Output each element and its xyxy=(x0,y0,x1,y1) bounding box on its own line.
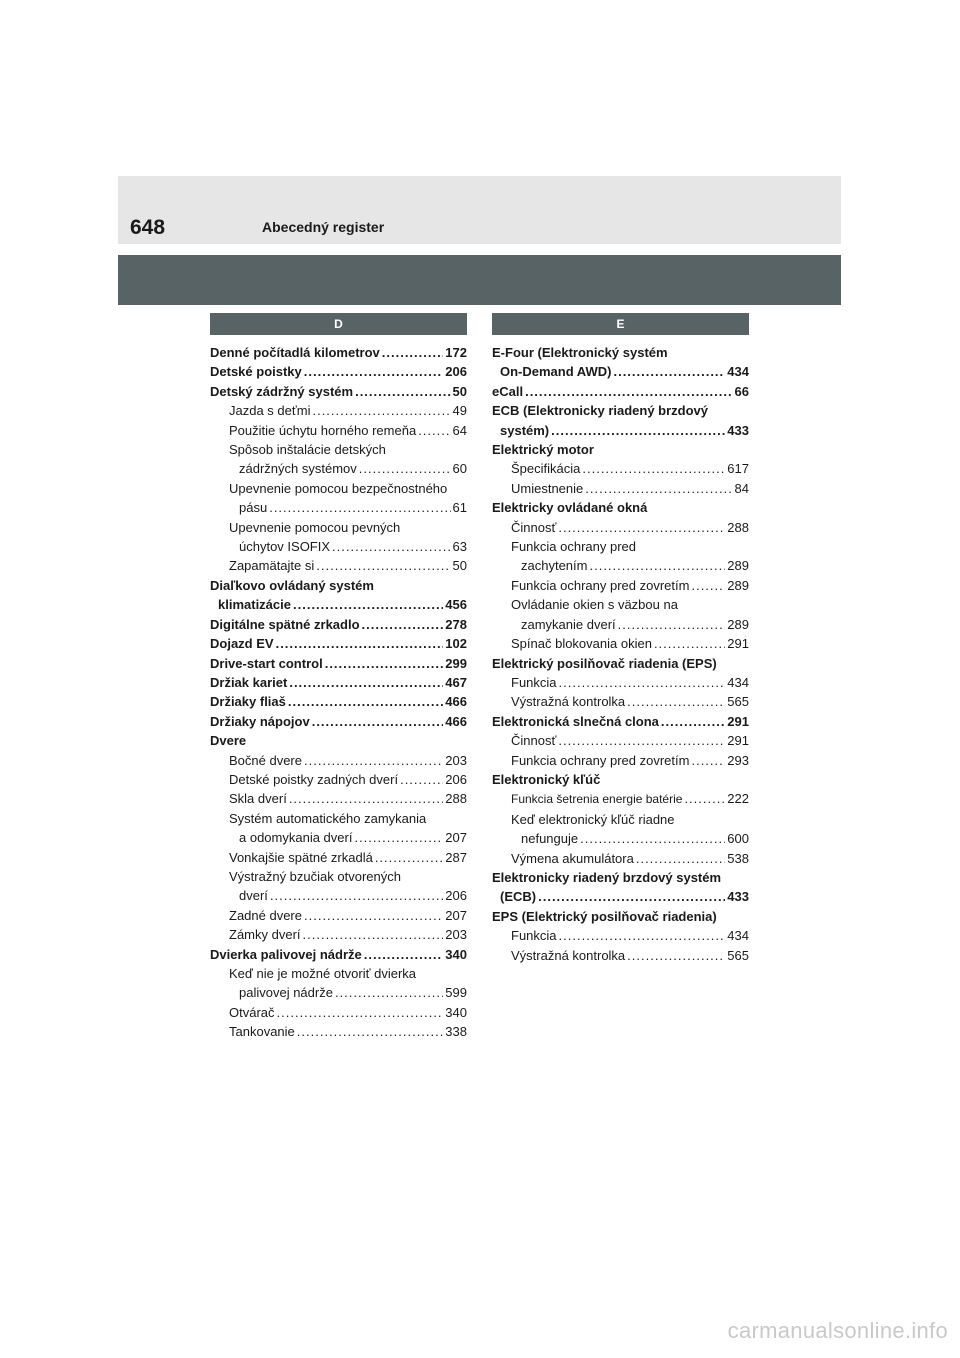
index-entry-page: 206 xyxy=(445,888,467,904)
index-entry-text: Spínač blokovania okien xyxy=(511,636,652,652)
index-entry xyxy=(492,692,749,711)
index-entry-text: dverí xyxy=(239,888,268,904)
index-entry xyxy=(492,537,749,556)
index-entry-text: Diaľkovo ovládaný systém xyxy=(210,577,374,593)
index-entry-text: klimatizácie xyxy=(218,597,291,613)
index-entry-text: Funkcia xyxy=(511,928,557,944)
dot-leader xyxy=(355,382,450,401)
index-entry xyxy=(210,576,467,595)
index-entry xyxy=(210,789,467,808)
index-entry-text: palivovej nádrže xyxy=(239,985,333,1001)
index-entry xyxy=(210,886,467,905)
index-entry xyxy=(492,810,749,829)
dot-leader xyxy=(362,615,444,634)
index-entry-page: 288 xyxy=(445,791,467,807)
index-entry xyxy=(210,343,467,362)
index-entry-text: Držiaky nápojov xyxy=(210,713,310,729)
index-entry-text: Vonkajšie spätné zrkadlá xyxy=(229,849,373,865)
index-entry-text: Funkcia ochrany pred xyxy=(511,539,637,555)
index-entry xyxy=(492,829,749,848)
index-entry-text: Upevnenie pomocou bezpečnostného xyxy=(229,480,448,496)
index-entry xyxy=(210,654,467,673)
index-entry-text: Keď nie je možné otvoriť dvierka xyxy=(229,966,417,981)
index-entry xyxy=(492,751,749,770)
index-entry xyxy=(210,615,467,634)
index-entry xyxy=(210,634,467,653)
dot-leader xyxy=(335,983,443,1002)
index-entry-page: 49 xyxy=(452,403,467,419)
dot-leader xyxy=(654,634,725,653)
index-entry-text: Upevnenie pomocou pevných xyxy=(229,519,401,535)
index-entry xyxy=(492,343,749,362)
dot-leader xyxy=(288,692,443,711)
index-entry-page: 172 xyxy=(445,345,467,360)
page-number: 648 xyxy=(130,216,166,239)
index-entry-page: 434 xyxy=(727,928,749,944)
index-entry xyxy=(210,673,467,692)
letter-heading-e: E xyxy=(492,313,749,335)
index-entry xyxy=(492,576,749,595)
index-entry-page: 207 xyxy=(445,830,467,846)
dot-leader xyxy=(418,421,450,440)
dot-leader xyxy=(400,770,443,789)
index-entry xyxy=(492,887,749,906)
index-entry xyxy=(210,692,467,711)
index-entry xyxy=(492,401,749,420)
index-entry-text: a odomykania dverí xyxy=(239,830,353,846)
index-entry-text: pásu xyxy=(239,500,268,516)
index-entry-page: 50 xyxy=(452,383,467,399)
dot-leader xyxy=(312,401,450,420)
index-entry-text: Skla dverí xyxy=(229,791,287,807)
index-entry-text: Držiaky fliaš xyxy=(210,694,286,710)
dot-leader xyxy=(304,751,443,770)
dot-leader xyxy=(627,946,725,965)
index-entry-page: 293 xyxy=(727,752,749,768)
index-entry xyxy=(210,925,467,944)
index-entry xyxy=(492,556,749,575)
index-entry-text: Dojazd EV xyxy=(210,636,274,652)
index-entry-page: 433 xyxy=(727,422,749,438)
index-entry-page: 287 xyxy=(445,849,467,865)
index-entry-page: 434 xyxy=(727,364,749,380)
index-entry xyxy=(492,615,749,634)
index-entry xyxy=(492,731,749,750)
dot-leader xyxy=(303,925,444,944)
dot-leader xyxy=(636,849,725,868)
index-entry xyxy=(210,867,467,886)
dot-leader xyxy=(691,576,725,595)
dot-leader xyxy=(585,479,732,498)
dot-leader xyxy=(661,712,725,731)
index-entry xyxy=(210,848,467,867)
index-entry-text: Elektrický posilňovač riadenia (EPS) xyxy=(492,655,717,671)
index-entry-text: Detský zádržný systém xyxy=(210,383,354,399)
index-entry xyxy=(210,751,467,770)
index-entry xyxy=(492,440,749,459)
index-entry-text: Držiak kariet xyxy=(210,674,288,690)
index-entry-text: Špecifikácia xyxy=(511,461,581,477)
index-entry-page: 340 xyxy=(445,1004,467,1020)
index-entry xyxy=(492,849,749,868)
index-entry-page: 289 xyxy=(727,577,749,593)
dot-leader xyxy=(551,421,725,440)
index-entry-text: Detské poistky xyxy=(210,364,302,380)
dot-leader xyxy=(293,595,443,614)
index-entry xyxy=(492,498,749,517)
watermark: carmanualsonline.info xyxy=(727,1318,948,1343)
index-entry-text: zachytením xyxy=(521,558,588,574)
dot-leader xyxy=(558,518,725,537)
index-entry xyxy=(492,479,749,498)
index-entry xyxy=(210,983,467,1002)
index-entry-page: 434 xyxy=(727,674,749,690)
index-entry xyxy=(210,731,467,750)
index-entry xyxy=(210,712,467,731)
dot-leader xyxy=(277,1003,444,1022)
index-entries-d xyxy=(210,343,467,1042)
dot-leader xyxy=(304,362,444,381)
dot-leader xyxy=(270,886,443,905)
index-entry xyxy=(210,459,467,478)
index-column-e xyxy=(492,313,749,965)
index-entry-text: úchytov ISOFIX xyxy=(239,539,331,555)
dot-leader xyxy=(375,848,443,867)
index-column-d xyxy=(210,313,467,1042)
index-entry-text: Jazda s deťmi xyxy=(229,403,311,419)
index-entry-page: 66 xyxy=(734,383,749,399)
index-entry-text: Elektronicky riadený brzdový systém xyxy=(492,869,722,885)
index-entry-text: Denné počítadlá kilometrov xyxy=(210,345,380,360)
index-entry-text: Bočné dvere xyxy=(229,752,302,768)
index-entry-page: 600 xyxy=(727,831,749,847)
dot-leader xyxy=(312,712,444,731)
index-entry-page: 288 xyxy=(727,519,749,535)
index-entry-page: 206 xyxy=(445,771,467,787)
index-entry-text: Zadné dvere xyxy=(229,907,302,923)
dot-leader xyxy=(332,537,450,556)
index-entry-text: Zapamätajte si xyxy=(229,558,315,574)
header-bar xyxy=(118,176,841,244)
index-entry-text: Použitie úchytu horného remeňa xyxy=(229,422,417,438)
index-entry xyxy=(492,654,749,673)
index-entry-page: 278 xyxy=(445,616,467,632)
index-entry-page: 64 xyxy=(452,422,467,438)
index-entry-text: zádržných systémov xyxy=(239,461,357,477)
index-entry xyxy=(492,421,749,440)
index-entry xyxy=(492,362,749,381)
index-entry-text: Výstražný bzučiak otvorených xyxy=(229,868,401,884)
dot-leader xyxy=(589,556,725,575)
letter-heading-d: D xyxy=(210,313,467,335)
index-entry-page: 617 xyxy=(727,461,749,477)
index-entry xyxy=(210,906,467,925)
index-entry-page: 433 xyxy=(727,889,749,905)
dot-leader xyxy=(559,673,726,692)
index-entry-text: E-Four (Elektronický systém xyxy=(492,345,668,360)
index-entry-text: Výstražná kontrolka xyxy=(511,694,626,710)
index-entry-text: Ovládanie okien s väzbou na xyxy=(511,597,678,613)
index-entry-page: 565 xyxy=(727,694,749,710)
dot-leader xyxy=(538,887,725,906)
index-entry-text: EPS (Elektrický posilňovač riadenia) xyxy=(492,908,717,924)
dot-leader xyxy=(559,926,726,945)
index-entry xyxy=(210,401,467,420)
index-entry-page: 299 xyxy=(445,655,467,671)
index-entry xyxy=(492,634,749,653)
index-entry-page: 599 xyxy=(445,985,467,1001)
index-entry xyxy=(210,479,467,498)
index-entry-page: 61 xyxy=(452,500,467,516)
index-entry xyxy=(492,595,749,614)
index-entry-page: 291 xyxy=(727,636,749,652)
index-entry-text: Drive-start control xyxy=(210,655,323,671)
index-entry xyxy=(492,907,749,926)
dot-leader xyxy=(297,1022,444,1041)
index-entry-page: 289 xyxy=(727,558,749,574)
section-band xyxy=(118,255,841,305)
index-entry-page: 538 xyxy=(727,850,749,866)
index-entry-page: 565 xyxy=(727,947,749,963)
index-entry-page: 222 xyxy=(727,791,749,807)
index-entry xyxy=(492,789,749,809)
dot-leader xyxy=(580,829,725,848)
index-entry-text: Činnosť xyxy=(511,733,557,749)
dot-leader xyxy=(364,945,444,964)
index-entry xyxy=(210,595,467,614)
index-entry xyxy=(210,382,467,401)
index-entry xyxy=(492,946,749,965)
index-entry-text: Dvere xyxy=(210,733,247,749)
dot-leader xyxy=(558,731,725,750)
index-entry xyxy=(492,868,749,887)
index-entry-page: 291 xyxy=(727,713,749,729)
index-entry-page: 84 xyxy=(734,480,749,496)
index-entry-text: Elektronická slnečná clona xyxy=(492,713,659,729)
index-entry-page: 203 xyxy=(445,752,467,768)
index-entry xyxy=(210,498,467,517)
index-entry-page: 289 xyxy=(727,616,749,632)
index-entry xyxy=(492,382,749,401)
index-entry-page: 340 xyxy=(445,946,467,962)
index-entry-text: nefunguje xyxy=(521,831,579,847)
index-entry xyxy=(210,362,467,381)
index-entry-page: 466 xyxy=(445,694,467,710)
dot-leader xyxy=(382,343,444,362)
dot-leader xyxy=(289,789,443,808)
index-entry-text: Výmena akumulátora xyxy=(511,850,634,866)
index-entry-text: Keď elektronický kľúč riadne xyxy=(511,811,675,827)
index-entry xyxy=(492,770,749,789)
index-entry xyxy=(210,537,467,556)
dot-leader xyxy=(304,906,443,925)
index-entry-text: systém) xyxy=(500,422,550,438)
index-entry-page: 207 xyxy=(445,907,467,923)
index-entries-e xyxy=(492,343,749,965)
index-entry xyxy=(210,809,467,828)
dot-leader xyxy=(525,382,732,401)
index-entry-text: On-Demand AWD) xyxy=(500,364,612,380)
index-entry-text: zamykanie dverí xyxy=(521,616,616,632)
index-entry-text: Dvierka palivovej nádrže xyxy=(210,946,362,962)
index-entry-page: 206 xyxy=(445,364,467,380)
index-entry xyxy=(210,945,467,964)
index-entry-text: Funkcia xyxy=(511,674,557,690)
index-entry xyxy=(492,459,749,478)
index-entry-page: 291 xyxy=(727,733,749,749)
index-entry-page: 338 xyxy=(445,1024,467,1040)
dot-leader xyxy=(325,654,444,673)
dot-leader xyxy=(354,828,443,847)
index-entry-page: 60 xyxy=(452,461,467,477)
index-entry-page: 203 xyxy=(445,927,467,943)
dot-leader xyxy=(627,692,725,711)
index-entry-page: 456 xyxy=(445,597,467,613)
index-entry xyxy=(210,556,467,575)
index-entry-text: Výstražná kontrolka xyxy=(511,947,626,963)
index-entry-text: Elektronický kľúč xyxy=(492,771,601,787)
index-entry-text: Tankovanie xyxy=(229,1024,295,1040)
index-entry-text: ECB (Elektronicky riadený brzdový xyxy=(492,403,709,419)
index-entry-text: Funkcia ochrany pred zovretím xyxy=(511,577,690,593)
index-entry-text: Spôsob inštalácie detských xyxy=(229,442,386,458)
dot-leader xyxy=(684,789,725,808)
dot-leader xyxy=(316,556,450,575)
index-entry-text: Činnosť xyxy=(511,519,557,535)
index-entry xyxy=(210,1003,467,1022)
index-entry xyxy=(210,828,467,847)
dot-leader xyxy=(276,634,444,653)
dot-leader xyxy=(582,459,725,478)
index-entry-text: Funkcia šetrenia energie batérie xyxy=(511,792,683,807)
index-entry-page: 102 xyxy=(445,636,467,652)
index-entry-text: Elektrický motor xyxy=(492,442,594,458)
index-entry xyxy=(210,518,467,537)
index-entry-text: Otvárač xyxy=(229,1004,275,1020)
dot-leader xyxy=(269,498,450,517)
dot-leader xyxy=(359,459,451,478)
index-entry xyxy=(492,712,749,731)
index-entry xyxy=(210,770,467,789)
index-entry-text: Umiestnenie xyxy=(511,480,584,496)
index-entry-text: Digitálne spätné zrkadlo xyxy=(210,616,360,632)
index-entry xyxy=(210,440,467,459)
index-entry-text: (ECB) xyxy=(500,889,537,905)
index-entry xyxy=(210,964,467,983)
index-entry-text: Zámky dverí xyxy=(229,927,301,943)
index-entry-page: 467 xyxy=(445,674,467,690)
index-entry xyxy=(492,518,749,537)
index-entry-text: Elektricky ovládané okná xyxy=(492,500,648,516)
index-entry-text: Systém automatického zamykania xyxy=(229,810,427,826)
dot-leader xyxy=(691,751,725,770)
index-entry-page: 466 xyxy=(445,713,467,729)
index-entry-text: Detské poistky zadných dverí xyxy=(229,771,399,787)
index-entry xyxy=(492,926,749,945)
index-entry xyxy=(492,673,749,692)
index-entry-page: 63 xyxy=(452,539,467,555)
dot-leader xyxy=(289,673,443,692)
dot-leader xyxy=(618,615,726,634)
index-entry-page: 50 xyxy=(452,558,467,574)
index-entry xyxy=(210,1022,467,1041)
index-entry-text: Funkcia ochrany pred zovretím xyxy=(511,752,690,768)
dot-leader xyxy=(613,362,725,381)
index-entry-text: eCall xyxy=(492,383,524,399)
page-title: Abecedný register xyxy=(262,219,385,235)
index-entry xyxy=(210,421,467,440)
